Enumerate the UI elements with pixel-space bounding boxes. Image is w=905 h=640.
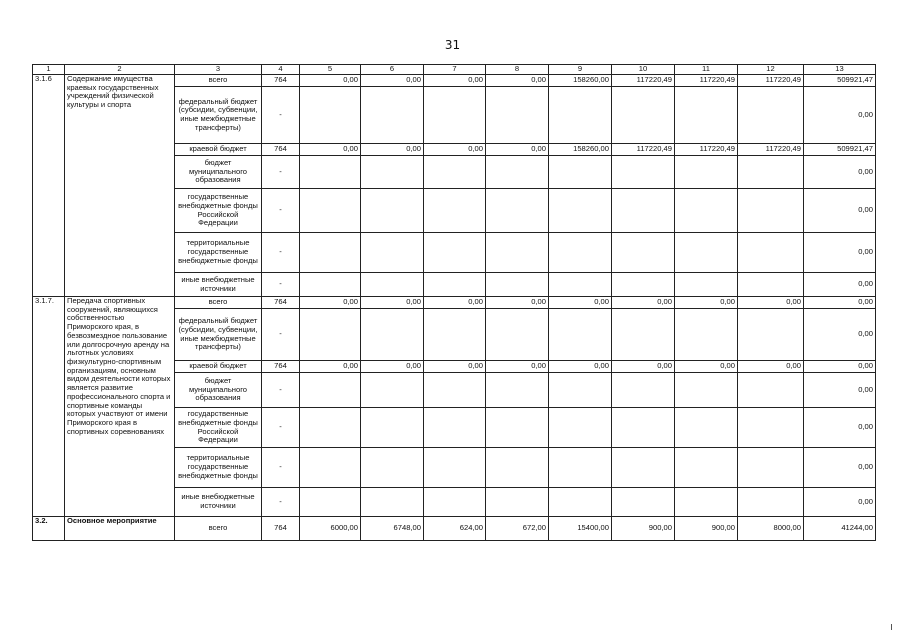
amount-cell	[300, 309, 361, 361]
budget-code: -	[262, 156, 300, 189]
amount-cell: 0,00	[424, 297, 486, 309]
column-header: 1	[33, 65, 65, 75]
total-cell: 0,00	[804, 87, 876, 144]
amount-cell: 0,00	[549, 361, 612, 373]
amount-cell: 0,00	[361, 361, 424, 373]
amount-cell	[549, 488, 612, 517]
amount-cell	[361, 448, 424, 488]
amount-cell	[612, 87, 675, 144]
amount-cell: 0,00	[549, 297, 612, 309]
funding-source: территориальные государственные внебюджетные фонды	[175, 448, 262, 488]
budget-code: 764	[262, 144, 300, 156]
amount-cell	[424, 309, 486, 361]
amount-cell	[486, 233, 549, 273]
funding-source: федеральный бюджет (субсидии, субвенции, иные межбюджетные трансферты)	[175, 87, 262, 144]
amount-cell: 0,00	[738, 361, 804, 373]
amount-cell	[300, 488, 361, 517]
section-code: 3.1.7.	[33, 297, 65, 517]
amount-cell	[675, 448, 738, 488]
budget-code: -	[262, 189, 300, 233]
amount-cell: 0,00	[675, 361, 738, 373]
amount-cell	[675, 488, 738, 517]
amount-cell	[424, 273, 486, 297]
amount-cell	[675, 408, 738, 448]
budget-code: -	[262, 233, 300, 273]
amount-cell	[424, 373, 486, 408]
amount-cell	[738, 156, 804, 189]
amount-cell	[612, 448, 675, 488]
amount-cell	[549, 233, 612, 273]
amount-cell	[486, 373, 549, 408]
amount-cell	[675, 273, 738, 297]
amount-cell	[612, 488, 675, 517]
amount-cell: 0,00	[675, 297, 738, 309]
amount-cell: 117220,49	[612, 75, 675, 87]
amount-cell: 0,00	[738, 297, 804, 309]
amount-cell: 0,00	[424, 144, 486, 156]
total-cell: 0,00	[804, 361, 876, 373]
section-code: 3.2.	[33, 517, 65, 541]
budget-code: -	[262, 273, 300, 297]
amount-cell	[486, 408, 549, 448]
amount-cell	[361, 156, 424, 189]
column-number-row	[33, 65, 876, 75]
amount-cell: 0,00	[300, 297, 361, 309]
amount-cell	[549, 448, 612, 488]
amount-cell	[549, 273, 612, 297]
amount-cell	[612, 373, 675, 408]
amount-cell	[424, 408, 486, 448]
amount-cell: 0,00	[361, 75, 424, 87]
amount-cell: 0,00	[361, 144, 424, 156]
budget-code: -	[262, 408, 300, 448]
total-cell: 509921,47	[804, 144, 876, 156]
funding-source: государственные внебюджетные фонды Российской Федерации	[175, 189, 262, 233]
amount-cell	[361, 233, 424, 273]
amount-cell	[612, 309, 675, 361]
funding-source: краевой бюджет	[175, 144, 262, 156]
budget-code: -	[262, 87, 300, 144]
section-name: Передача спортивных сооружений, являющихся собственностью Приморского края, в безвозмездное пользование или долгосрочную аренду на льготных условиях физкультурно-спортивным организациям, основным видом деятельности которых является развитие профессионального спорта и спортивные команды которых участвуют от имени Приморского края в спортивных соревнованиях	[65, 297, 175, 517]
amount-cell: 0,00	[361, 297, 424, 309]
amount-cell: 0,00	[486, 361, 549, 373]
funding-source: всего	[175, 517, 262, 541]
total-cell: 0,00	[804, 408, 876, 448]
amount-cell: 0,00	[300, 75, 361, 87]
amount-cell	[361, 273, 424, 297]
table-row	[33, 517, 876, 541]
budget-code: -	[262, 309, 300, 361]
amount-cell	[361, 488, 424, 517]
amount-cell	[675, 156, 738, 189]
amount-cell	[424, 87, 486, 144]
amount-cell: 6748,00	[361, 517, 424, 541]
budget-code: -	[262, 488, 300, 517]
section-name: Содержание имущества краевых государственных учреждений физической культуры и спорта	[65, 75, 175, 297]
amount-cell	[486, 87, 549, 144]
amount-cell: 0,00	[486, 297, 549, 309]
total-cell: 41244,00	[804, 517, 876, 541]
amount-cell: 117220,49	[738, 75, 804, 87]
budget-code: 764	[262, 297, 300, 309]
amount-cell	[486, 189, 549, 233]
amount-cell	[738, 488, 804, 517]
amount-cell	[361, 189, 424, 233]
column-header: 13	[804, 65, 876, 75]
funding-source: бюджет муниципального образования	[175, 373, 262, 408]
amount-cell	[549, 309, 612, 361]
amount-cell	[675, 87, 738, 144]
amount-cell	[300, 373, 361, 408]
amount-cell	[486, 448, 549, 488]
column-header: 12	[738, 65, 804, 75]
amount-cell: 117220,49	[612, 144, 675, 156]
amount-cell	[738, 309, 804, 361]
scan-mark	[891, 624, 892, 630]
amount-cell	[549, 87, 612, 144]
total-cell: 0,00	[804, 297, 876, 309]
amount-cell: 0,00	[612, 361, 675, 373]
amount-cell: 6000,00	[300, 517, 361, 541]
funding-source: иные внебюджетные источники	[175, 273, 262, 297]
amount-cell	[675, 189, 738, 233]
amount-cell	[300, 87, 361, 144]
amount-cell: 117220,49	[675, 75, 738, 87]
amount-cell	[300, 448, 361, 488]
amount-cell	[612, 233, 675, 273]
column-header: 9	[549, 65, 612, 75]
amount-cell	[612, 408, 675, 448]
amount-cell	[738, 87, 804, 144]
amount-cell: 0,00	[612, 297, 675, 309]
amount-cell: 0,00	[424, 361, 486, 373]
amount-cell	[424, 156, 486, 189]
amount-cell	[300, 408, 361, 448]
column-header: 7	[424, 65, 486, 75]
amount-cell	[675, 309, 738, 361]
funding-source: иные внебюджетные источники	[175, 488, 262, 517]
total-cell: 0,00	[804, 448, 876, 488]
budget-code: -	[262, 373, 300, 408]
amount-cell	[549, 408, 612, 448]
amount-cell	[486, 309, 549, 361]
amount-cell: 0,00	[300, 361, 361, 373]
amount-cell	[424, 448, 486, 488]
amount-cell	[361, 408, 424, 448]
amount-cell	[612, 189, 675, 233]
budget-code: 764	[262, 75, 300, 87]
budget-code: 764	[262, 517, 300, 541]
column-header: 10	[612, 65, 675, 75]
funding-source: государственные внебюджетные фонды Российской Федерации	[175, 408, 262, 448]
budget-code: -	[262, 448, 300, 488]
amount-cell: 900,00	[675, 517, 738, 541]
column-header: 3	[175, 65, 262, 75]
amount-cell: 117220,49	[675, 144, 738, 156]
amount-cell	[361, 309, 424, 361]
column-header: 8	[486, 65, 549, 75]
amount-cell	[549, 156, 612, 189]
total-cell: 0,00	[804, 488, 876, 517]
total-cell: 0,00	[804, 373, 876, 408]
amount-cell	[738, 273, 804, 297]
amount-cell: 8000,00	[738, 517, 804, 541]
amount-cell	[486, 273, 549, 297]
amount-cell	[300, 189, 361, 233]
section-name: Основное мероприятие	[65, 517, 175, 541]
amount-cell	[424, 189, 486, 233]
column-header: 2	[65, 65, 175, 75]
table-row	[33, 297, 876, 309]
amount-cell: 900,00	[612, 517, 675, 541]
amount-cell: 672,00	[486, 517, 549, 541]
total-cell: 0,00	[804, 273, 876, 297]
funding-source: краевой бюджет	[175, 361, 262, 373]
amount-cell: 117220,49	[738, 144, 804, 156]
total-cell: 0,00	[804, 309, 876, 361]
amount-cell: 624,00	[424, 517, 486, 541]
amount-cell	[424, 233, 486, 273]
column-header: 11	[675, 65, 738, 75]
amount-cell	[424, 488, 486, 517]
table-row	[33, 75, 876, 87]
budget-table	[32, 64, 876, 541]
amount-cell	[549, 373, 612, 408]
table-body	[33, 75, 876, 541]
funding-source: бюджет муниципального образования	[175, 156, 262, 189]
total-cell: 0,00	[804, 189, 876, 233]
amount-cell	[612, 156, 675, 189]
column-header: 4	[262, 65, 300, 75]
total-cell: 0,00	[804, 233, 876, 273]
amount-cell	[738, 448, 804, 488]
amount-cell	[361, 373, 424, 408]
budget-code: 764	[262, 361, 300, 373]
amount-cell	[486, 488, 549, 517]
amount-cell	[300, 273, 361, 297]
total-cell: 509921,47	[804, 75, 876, 87]
amount-cell: 0,00	[486, 75, 549, 87]
column-header: 6	[361, 65, 424, 75]
section-code: 3.1.6	[33, 75, 65, 297]
amount-cell: 0,00	[486, 144, 549, 156]
amount-cell	[549, 189, 612, 233]
amount-cell	[738, 233, 804, 273]
amount-cell: 158260,00	[549, 75, 612, 87]
amount-cell	[738, 189, 804, 233]
column-header: 5	[300, 65, 361, 75]
amount-cell	[612, 273, 675, 297]
amount-cell	[738, 408, 804, 448]
amount-cell	[675, 233, 738, 273]
amount-cell	[300, 233, 361, 273]
amount-cell	[300, 156, 361, 189]
amount-cell: 0,00	[300, 144, 361, 156]
amount-cell: 15400,00	[549, 517, 612, 541]
amount-cell: 0,00	[424, 75, 486, 87]
amount-cell	[675, 373, 738, 408]
amount-cell	[738, 373, 804, 408]
funding-source: всего	[175, 75, 262, 87]
funding-source: территориальные государственные внебюджетные фонды	[175, 233, 262, 273]
page-number: 31	[444, 38, 461, 52]
funding-source: всего	[175, 297, 262, 309]
funding-source: федеральный бюджет (субсидии, субвенции, иные межбюджетные трансферты)	[175, 309, 262, 361]
amount-cell	[361, 87, 424, 144]
amount-cell	[486, 156, 549, 189]
total-cell: 0,00	[804, 156, 876, 189]
amount-cell: 158260,00	[549, 144, 612, 156]
